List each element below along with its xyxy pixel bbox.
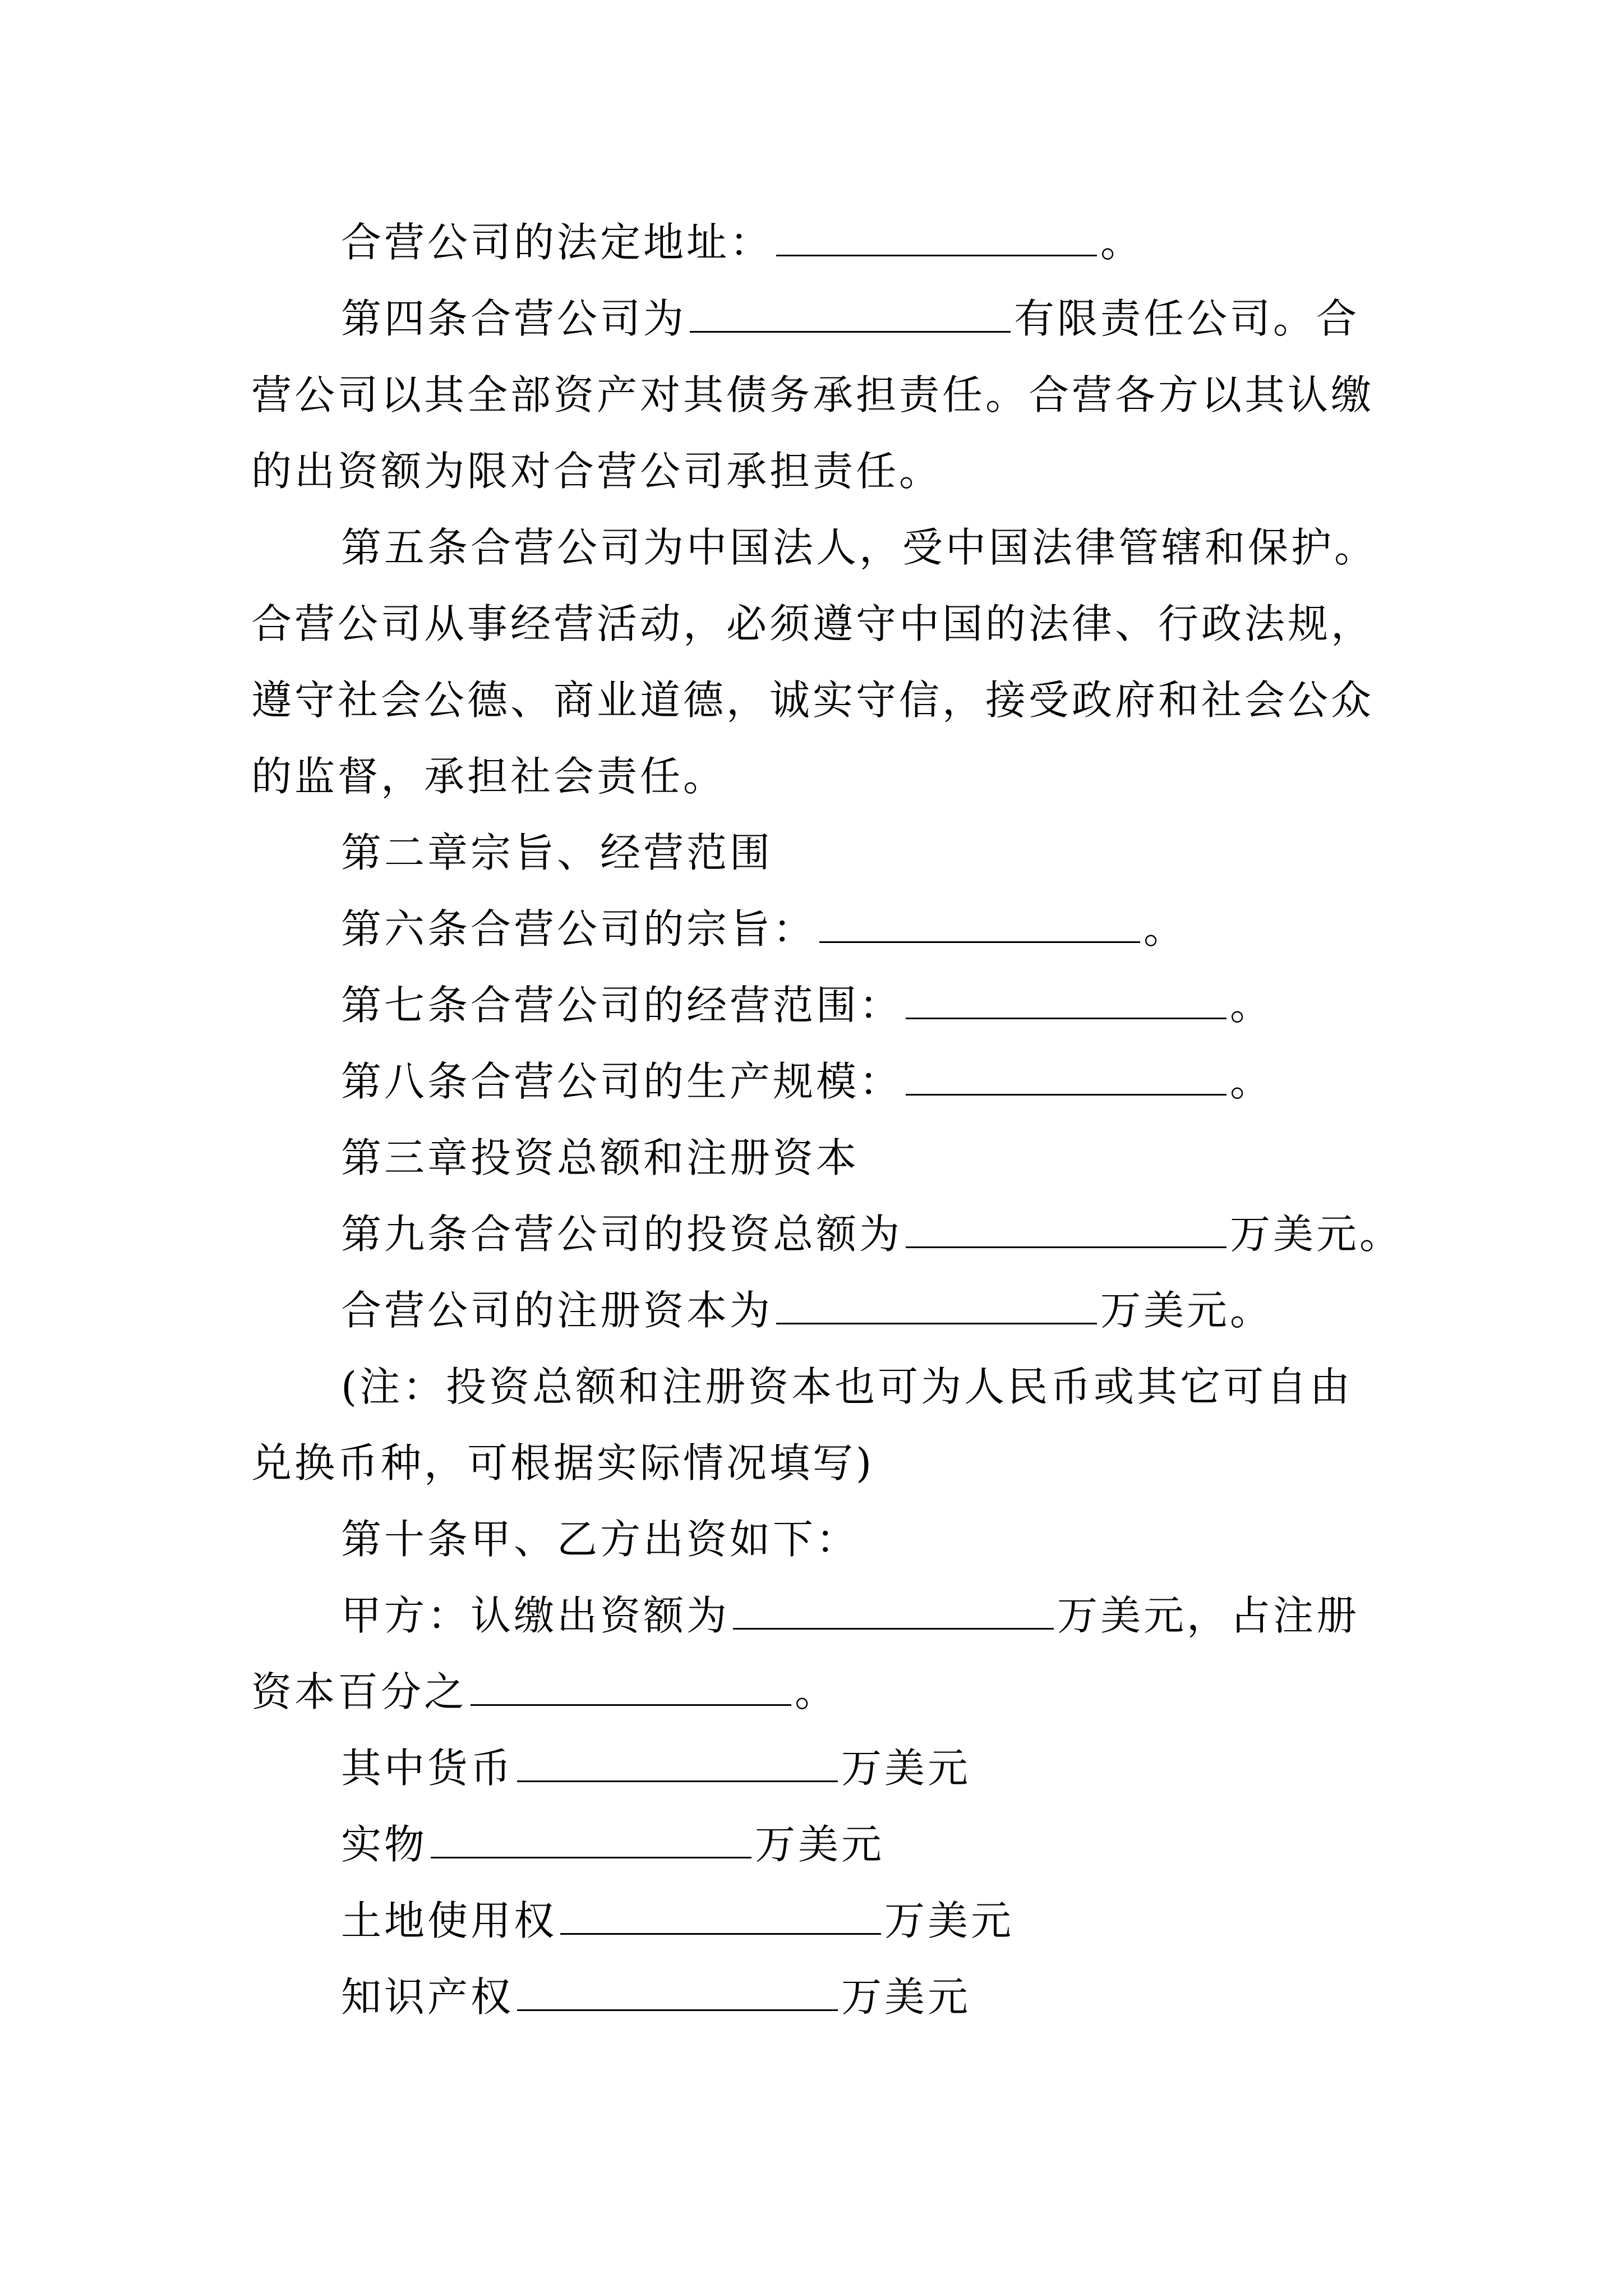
line-text: 。 <box>1100 219 1144 266</box>
paragraph-line: 合营公司从事经营活动，必须遵守中国的法律、行政法规， <box>251 600 1375 647</box>
line-text: 资本百分之 <box>251 1668 468 1715</box>
line-text: 土地使用权 <box>341 1897 557 1944</box>
registered-capital <box>341 1288 1273 1333</box>
fill-blank <box>733 1623 1054 1630</box>
fill-blank <box>776 1318 1097 1324</box>
contribution-intellectual-property <box>341 1975 971 2019</box>
line-text: 万美元，占注册 <box>1057 1592 1360 1639</box>
line-text: 合营公司的法定地址： <box>341 219 773 266</box>
chapter-heading: 第二章宗旨、经营范围 <box>341 829 773 876</box>
fill-blank <box>906 1013 1227 1019</box>
article-legal-address <box>341 220 1144 265</box>
paragraph-line: 营公司以其全部资产对其债务承担责任。合营各方以其认缴 <box>251 371 1375 418</box>
capital-percentage <box>251 1669 838 1714</box>
article-6 <box>341 907 1187 951</box>
line-text: 知识产权 <box>341 1973 514 2021</box>
note-line: 兑换币种，可根据实际情况填写) <box>251 1439 875 1487</box>
line-text: 甲方：认缴出资额为 <box>341 1592 730 1639</box>
line-text: 万美元。 <box>1230 1211 1403 1258</box>
fill-blank <box>906 1089 1227 1096</box>
chapter-heading: 第三章投资总额和注册资本 <box>341 1134 860 1181</box>
line-text: 实物 <box>341 1821 428 1868</box>
line-text: 第七条合营公司的经营范围： <box>341 982 903 1029</box>
line-text: 万美元。 <box>1100 1287 1274 1334</box>
fill-blank <box>471 1700 791 1706</box>
paragraph-line: 的监督，承担社会责任。 <box>251 753 727 800</box>
fill-blank <box>560 1929 881 1935</box>
contribution-land-use-right <box>341 1898 1014 1943</box>
article-7 <box>341 983 1273 1028</box>
paragraph-line: 的出资额为限对合营公司承担责任。 <box>251 448 943 495</box>
article-4 <box>341 296 1359 341</box>
line-text: 第六条合营公司的宗旨： <box>341 905 817 953</box>
line-text: 其中货币 <box>341 1745 514 1792</box>
article-9 <box>341 1212 1403 1257</box>
paragraph-line: 遵守社会公德、商业道德，诚实守信，接受政府和社会公众 <box>251 677 1375 724</box>
line-text: 万美元 <box>884 1897 1015 1944</box>
article-5: 第五条合营公司为中国法人，受中国法律管辖和保护。 <box>341 524 1378 571</box>
article-10: 第十条甲、乙方出资如下： <box>341 1516 860 1563</box>
fill-blank <box>776 250 1097 256</box>
line-text: 。 <box>1144 905 1187 953</box>
note-line: (注：投资总额和注册资本也可为人民币或其它可自由 <box>341 1363 1353 1410</box>
contribution-in-kind <box>341 1822 884 1867</box>
line-text: 。 <box>1230 982 1274 1029</box>
contribution-currency <box>341 1746 971 1791</box>
party-a-contribution <box>341 1593 1359 1638</box>
fill-blank <box>431 1852 751 1858</box>
line-text: 第九条合营公司的投资总额为 <box>341 1211 903 1258</box>
line-text: 万美元 <box>841 1973 971 2021</box>
line-text: 第八条合营公司的生产规模： <box>341 1058 903 1105</box>
fill-blank <box>906 1242 1227 1248</box>
line-text: 万美元 <box>755 1821 885 1868</box>
fill-blank <box>819 937 1140 943</box>
line-text: 有限责任公司。合 <box>1014 295 1360 342</box>
article-8 <box>341 1059 1273 1104</box>
fill-blank <box>690 326 1011 333</box>
line-text: 。 <box>1230 1058 1274 1105</box>
line-text: 第四条合营公司为 <box>341 295 687 342</box>
fill-blank <box>517 2005 838 2011</box>
fill-blank <box>517 1776 838 1782</box>
line-text: 万美元 <box>841 1745 971 1792</box>
line-text: 合营公司的注册资本为 <box>341 1287 773 1334</box>
line-text: 。 <box>795 1668 838 1715</box>
